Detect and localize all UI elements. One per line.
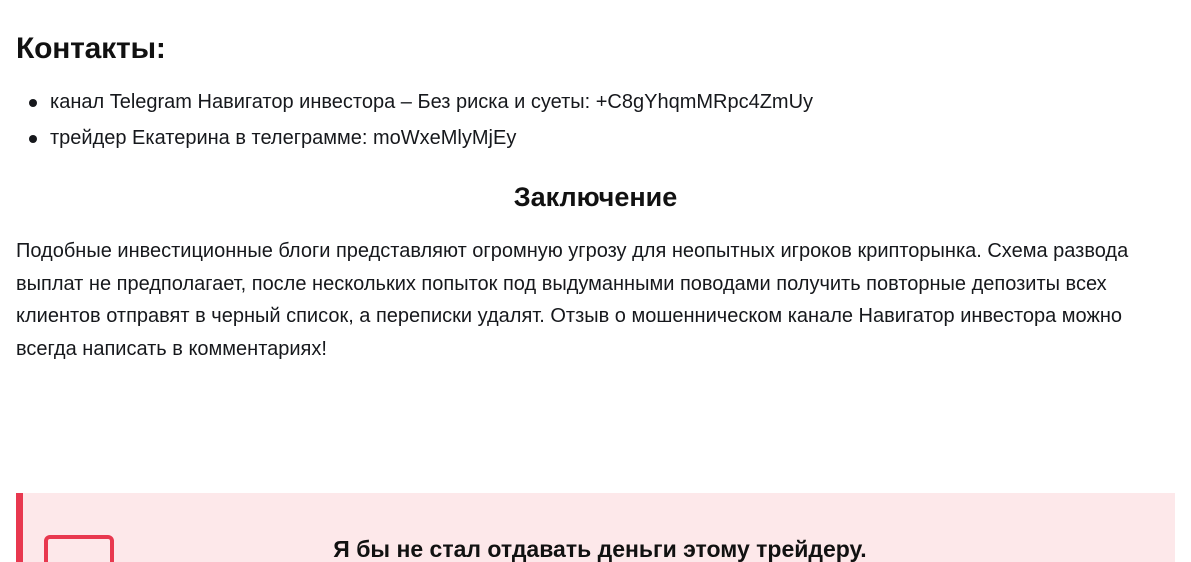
list-item — [50, 122, 1175, 154]
contacts-heading: Контакты: — [16, 32, 166, 65]
warning-badge-shape — [44, 535, 114, 562]
list-item — [50, 86, 1175, 118]
contact-item-text: канал Telegram Навигатор инвестора – Без риска и суеты: +C8gYhqmMRpc4ZmUy — [50, 90, 814, 113]
contact-item-text: трейдер Екатерина в телеграмме: moWxeMlyMjEy — [50, 126, 517, 149]
contacts-list — [16, 86, 1175, 155]
callout-text: Я бы не стал отдавать деньги этому трейдеру. — [333, 536, 867, 562]
conclusion-paragraph: Подобные инвестиционные блоги представляют огромную угрозу для неопытных игроков крипторынка. Схема развода выплат не предполагает, после нескольких попыток под выдуманными поводами получить повторные депозиты всех клиентов отправят в черный список, а переписки удалят. Отзыв о мошенническом канале Навигатор инвестора можно всегда написать в комментариях! — [16, 240, 1129, 361]
warning-badge-icon — [23, 493, 135, 562]
article-page — [0, 30, 1191, 562]
conclusion-heading: Заключение — [513, 182, 678, 213]
warning-callout — [16, 493, 1175, 562]
